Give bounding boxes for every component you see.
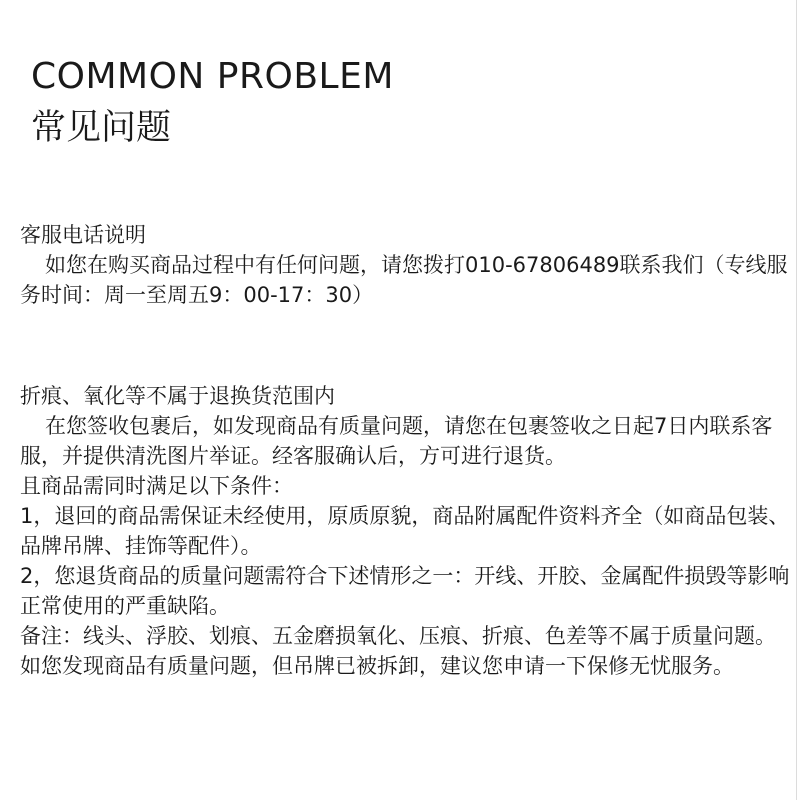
section-title: 客服电话说明: [20, 223, 146, 247]
page-title-chinese: 常见问题: [31, 108, 172, 148]
section-title: 折痕、氧化等不属于退换货范围内: [20, 384, 335, 408]
return-policy-section: [20, 381, 790, 681]
section-paragraph: 在您签收包裹后，如发现商品有质量问题，请您在包裹签收之日起7日内联系客服，并提供清洗图片举证。经客服确认后，方可进行退货。: [20, 414, 773, 468]
conditions-intro: 且商品需同时满足以下条件：: [20, 474, 293, 498]
customer-service-phone-section: [20, 220, 790, 310]
section-paragraph: 如您在购买商品过程中有任何问题，请您拨打010-67806489联系我们（专线服务时间：周一至周五9：00-17：30）: [20, 253, 788, 307]
condition-item-1: 1，退回的商品需保证未经使用，原质原貌，商品附属配件资料齐全（如商品包装、品牌吊牌、挂饰等配件）。: [20, 504, 790, 558]
page-title-english: COMMON PROBLEM: [31, 56, 394, 97]
remark-note: 备注：线头、浮胶、划痕、五金磨损氧化、压痕、折痕、色差等不属于质量问题。如您发现商品有质量问题，但吊牌已被拆卸，建议您申请一下保修无忧服务。: [20, 624, 776, 678]
condition-item-2: 2，您退货商品的质量问题需符合下述情形之一：开线、开胶、金属配件损毁等影响正常使用的严重缺陷。: [20, 564, 790, 618]
